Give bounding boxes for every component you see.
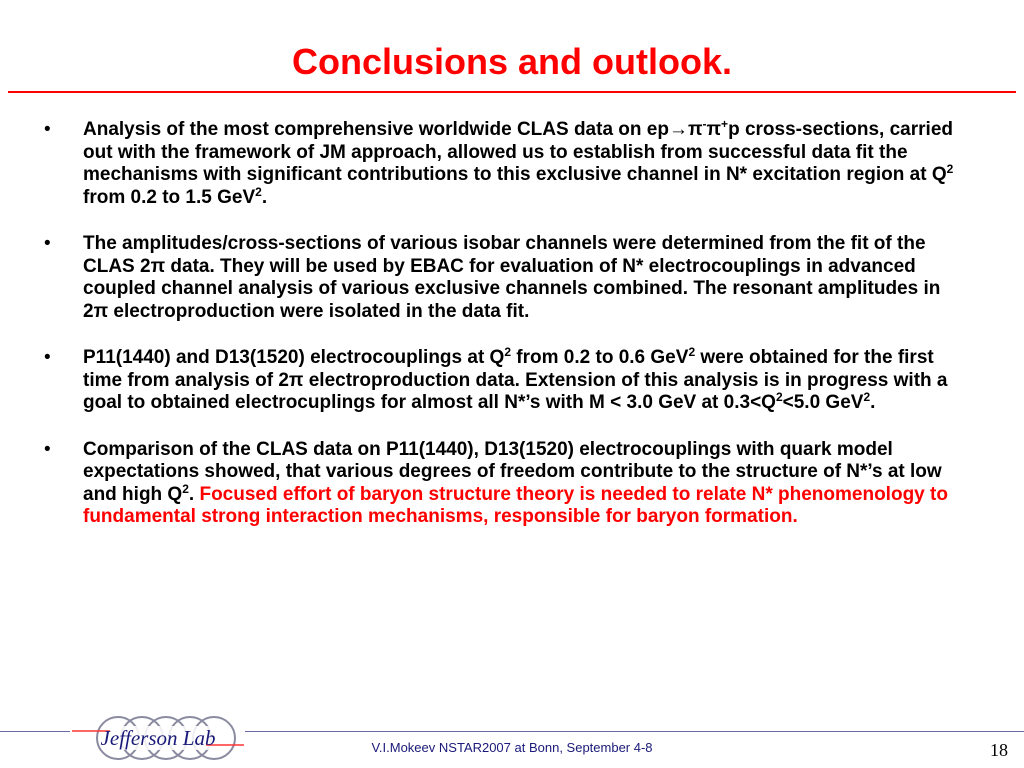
bullet-list [42,119,968,553]
superscript: 2 [863,390,871,404]
logo-text: Jefferson Lab [100,726,216,750]
bullet-text: Comparison of the CLAS data on P11(1440), D13(1520) electrocouplings with quark model expectations showed, that various degrees of freedom contribute to the structure of N*’s at low and high Q [83,438,942,505]
highlighted-text: Focused effort of baryon structure theory is needed to relate N* phenomenology to fundamental strong interaction mechanisms, responsible for baryon formation. [83,483,948,527]
slide-title: Conclusions and outlook. [292,41,732,82]
superscript: 2 [504,345,512,359]
bullet-item [42,119,968,209]
page-number: 18 [990,740,1008,760]
bullet-text: were obtained for the first time from analysis of 2π electroproduction data. Extension of this analysis is in progress with a goal to obtained electrocuplings for almost all N*’s with M < 3.0 GeV at 0.3<Q [83,347,948,413]
superscript: 2 [775,390,783,404]
superscript: - [702,117,707,131]
superscript: 2 [946,162,954,176]
bullet-item [42,439,968,529]
bullet-text: . [188,483,200,505]
bullet-text: . [870,392,876,413]
title-underline [8,91,1016,93]
bullet-text: . [261,186,268,208]
bullet-item [42,347,968,415]
footer-rule-right [245,731,1024,732]
bullet-text: The amplitudes/cross-sections of various isobar channels were determined from the fit of the CLAS 2π data. They will be used by EBAC for evaluation of N* electrocouplings in advanced coupled channel analysis of various exclusive channels combined. The resonant amplitudes in 2π electroproduction were isolated in the data fit. [83,233,941,322]
bullet-text: <5.0 GeV [782,392,864,413]
superscript: 2 [182,481,189,496]
bullet-text: p cross-sections, carried out with the framework of JM approach, allowed us to establish from successful data fit the mechanisms with significant contributions to this exclusive channel in N* excitation region at Q [83,119,953,185]
footer-text: V.I.Mokeev NSTAR2007 at Bonn, September 4-8 [371,740,653,755]
jefferson-lab-logo [70,712,246,764]
superscript: + [721,117,729,131]
bullet-item [42,233,968,323]
bullet-text: from 0.2 to 0.6 GeV [511,347,689,368]
footer-rule-left [0,731,70,732]
bullet-text: P11(1440) and D13(1520) electrocouplings at Q [83,347,505,368]
bullet-text: π [706,119,722,140]
superscript: 2 [255,184,262,199]
superscript: 2 [688,345,696,359]
bullet-text: Analysis of the most comprehensive worldwide CLAS data on ep→π [83,119,703,140]
bullet-text: from 0.2 to 1.5 GeV [83,186,256,208]
